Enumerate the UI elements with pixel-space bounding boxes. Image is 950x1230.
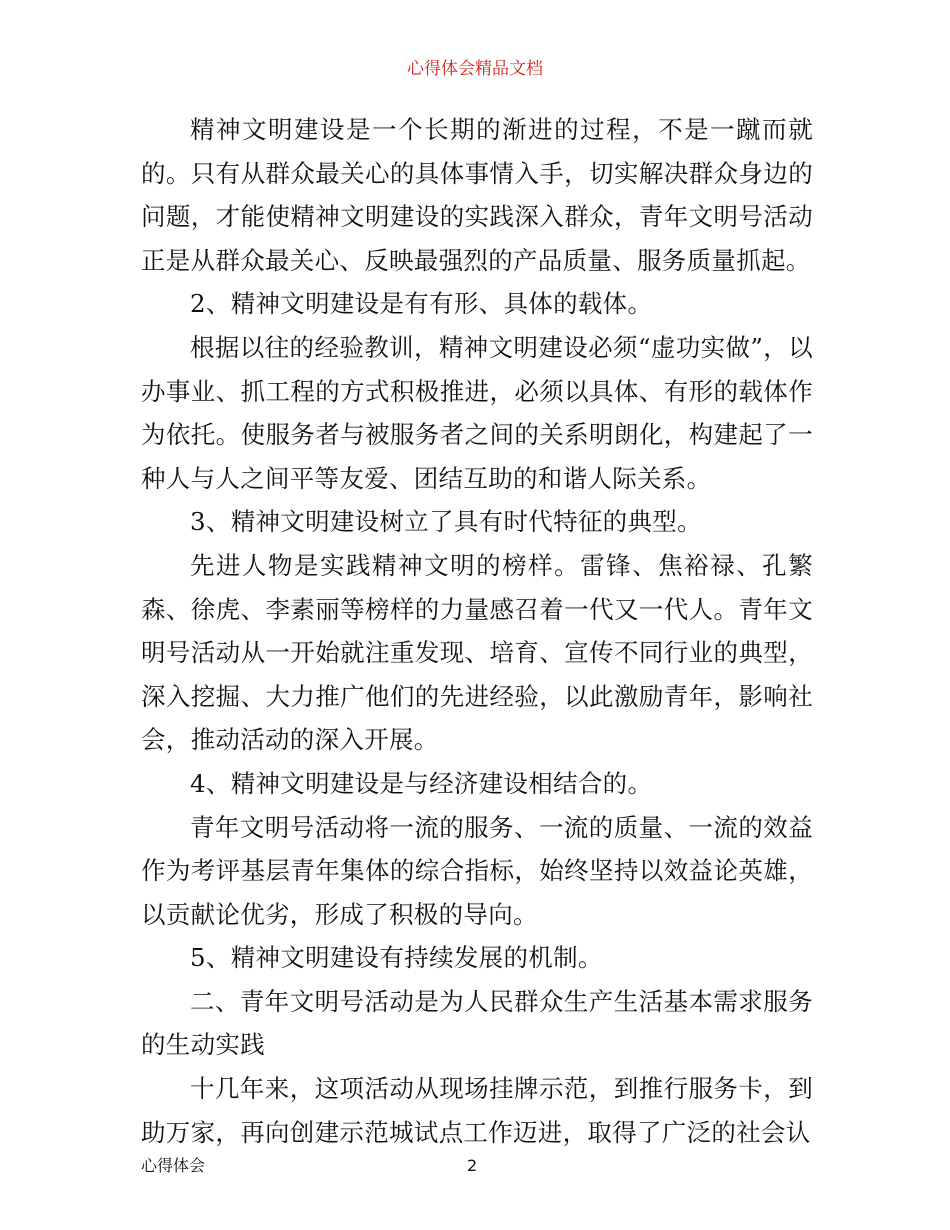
section-heading: 3、精神文明建设树立了具有时代特征的典型。 — [190, 507, 702, 537]
document-body — [141, 108, 813, 1154]
section-heading: 5、精神文明建设有持续发展的机制。 — [190, 943, 603, 973]
body-paragraph: 十几年来，这项活动从现场挂牌示范，到推行服务卡，到助万家，再向创建示范城试点工作迈进，取得了广泛的社会认 — [141, 1074, 813, 1147]
page-header-title: 心得体会精品文档 — [407, 59, 543, 79]
body-paragraph: 精神文明建设是一个长期的渐进的过程，不是一蹴而就的。只有从群众最关心的具体事情入手，切实解决群众身边的问题，才能使精神文明建设的实践深入群众，青年文明号活动正是从群众最关心、反映最强烈的产品质量、服务质量抓起。 — [141, 115, 813, 275]
section-heading: 2、精神文明建设是有有形、具体的载体。 — [190, 289, 653, 319]
footer-label: 心得体会 — [141, 1156, 206, 1175]
page-number: 2 — [467, 1156, 478, 1175]
body-paragraph: 青年文明号活动将一流的服务、一流的质量、一流的效益作为考评基层青年集体的综合指标，始终坚持以效益论英雄，以贡献论优劣，形成了积极的导向。 — [141, 812, 813, 929]
body-paragraph: 先进人物是实践精神文明的榜样。雷锋、焦裕禄、孔繁森、徐虎、李素丽等榜样的力量感召着一代又一代人。青年文明号活动从一开始就注重发现、培育、宣传不同行业的典型，深入挖掘、大力推广他们的先进经验，以此激励青年，影响社会，推动活动的深入开展。 — [141, 550, 813, 755]
section-heading: 4、精神文明建设是与经济建设相结合的。 — [190, 768, 653, 798]
section-heading: 二、青年文明号活动是为人民群众生产生活基本需求服务的生动实践 — [141, 986, 813, 1060]
body-paragraph: 根据以往的经验教训，精神文明建设必须“虚功实做”，以办事业、抓工程的方式积极推进，必须以具体、有形的载体作为依托。使服务者与被服务者之间的关系明朗化，构建起了一种人与人之间平等友爱、团结互助的和谐人际关系。 — [141, 332, 813, 493]
